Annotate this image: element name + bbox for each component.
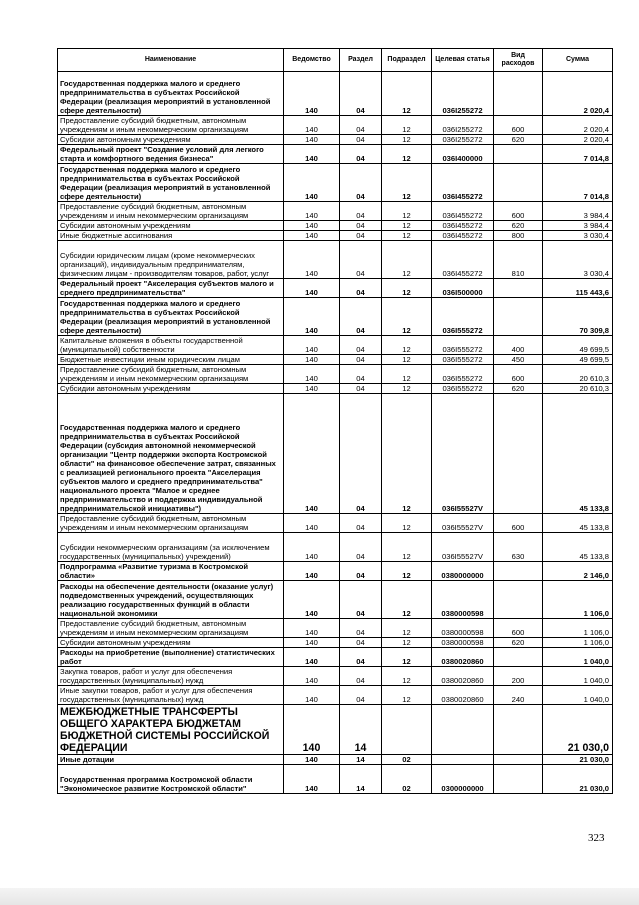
cell-name: Бюджетные инвестиции иным юридическим лицам	[58, 355, 284, 365]
cell-target-article: 0380000598	[432, 638, 494, 648]
cell-expense-type	[494, 279, 543, 298]
cell-sum: 1 040,0	[543, 648, 613, 667]
table-row	[58, 231, 613, 241]
cell-razdel: 04	[340, 72, 382, 116]
cell-podrazdel: 12	[382, 298, 432, 336]
cell-podrazdel: 12	[382, 365, 432, 384]
cell-name: Иные дотации	[58, 755, 284, 765]
cell-podrazdel: 12	[382, 667, 432, 686]
cell-name: Подпрограмма «Развитие туризма в Костромской области»	[58, 562, 284, 581]
cell-name: Капитальные вложения в объекты государственной (муниципальной) собственности	[58, 336, 284, 355]
page-number: 323	[588, 832, 605, 844]
cell-vedomstvo: 140	[284, 638, 340, 648]
cell-podrazdel: 02	[382, 755, 432, 765]
cell-name: Государственная поддержка малого и среднего предпринимательства в субъектах Российской Федерации (субсидия автономной некоммерческой организации "Центр поддержки экспорта Костромской области" на финансовое обеспечение затрат, связанных с реализацией регионального проекта "Акселерация субъектов малого и среднего предпринимательства" национального проекта "Малое и среднее предпринимательство и поддержка индивидуальной предпринимательской инициативы")	[58, 394, 284, 514]
table-row	[58, 116, 613, 135]
table-row	[58, 202, 613, 221]
cell-razdel: 04	[340, 619, 382, 638]
cell-podrazdel: 12	[382, 241, 432, 279]
cell-sum: 21 030,0	[543, 755, 613, 765]
cell-podrazdel: 12	[382, 135, 432, 145]
header-podrazdel: Подраздел	[382, 49, 432, 72]
table-row	[58, 164, 613, 202]
table-header-row	[58, 49, 613, 72]
cell-vedomstvo: 140	[284, 164, 340, 202]
cell-razdel: 04	[340, 221, 382, 231]
cell-target-article: 036I455272	[432, 202, 494, 221]
cell-razdel: 04	[340, 514, 382, 533]
cell-podrazdel: 02	[382, 765, 432, 794]
table-row	[58, 514, 613, 533]
cell-vedomstvo: 140	[284, 336, 340, 355]
cell-target-article: 0380020860	[432, 648, 494, 667]
cell-target-article: 036I55527V	[432, 394, 494, 514]
cell-sum: 20 610,3	[543, 384, 613, 394]
cell-expense-type: 800	[494, 231, 543, 241]
cell-sum: 70 309,8	[543, 298, 613, 336]
cell-name: Федеральный проект "Акселерация субъектов малого и среднего предпринимательства"	[58, 279, 284, 298]
table-row	[58, 298, 613, 336]
cell-razdel: 04	[340, 231, 382, 241]
cell-vedomstvo: 140	[284, 581, 340, 619]
cell-razdel: 04	[340, 145, 382, 164]
cell-vedomstvo: 140	[284, 686, 340, 705]
cell-razdel: 04	[340, 355, 382, 365]
cell-expense-type	[494, 145, 543, 164]
cell-podrazdel: 12	[382, 648, 432, 667]
cell-expense-type	[494, 765, 543, 794]
cell-target-article: 036I255272	[432, 72, 494, 116]
table-row	[58, 562, 613, 581]
cell-podrazdel: 12	[382, 581, 432, 619]
cell-target-article: 0380000598	[432, 619, 494, 638]
cell-name: Субсидии автономным учреждениям	[58, 135, 284, 145]
table-row	[58, 384, 613, 394]
cell-expense-type: 630	[494, 533, 543, 562]
cell-sum: 7 014,8	[543, 164, 613, 202]
cell-name: Расходы на обеспечение деятельности (оказание услуг) подведомственных учреждений, осуществляющих реализацию государственных функций в области национальной экономики	[58, 581, 284, 619]
header-expense-type: Вид расходов	[494, 49, 543, 72]
cell-name: Иные бюджетные ассигнования	[58, 231, 284, 241]
table-row	[58, 279, 613, 298]
cell-sum: 21 030,0	[543, 705, 613, 755]
cell-sum: 3 984,4	[543, 221, 613, 231]
cell-podrazdel: 12	[382, 336, 432, 355]
cell-razdel: 04	[340, 135, 382, 145]
cell-name: Расходы на приобретение (выполнение) статистических работ	[58, 648, 284, 667]
cell-sum: 1 106,0	[543, 638, 613, 648]
cell-name: Государственная поддержка малого и среднего предпринимательства в субъектах Российской Федерации (реализация мероприятий в установленной сфере деятельности)	[58, 298, 284, 336]
cell-target-article: 0380020860	[432, 686, 494, 705]
cell-expense-type: 600	[494, 514, 543, 533]
cell-vedomstvo: 140	[284, 667, 340, 686]
cell-expense-type	[494, 648, 543, 667]
table-row	[58, 336, 613, 355]
cell-sum: 1 106,0	[543, 619, 613, 638]
cell-expense-type: 400	[494, 336, 543, 355]
cell-sum: 45 133,8	[543, 394, 613, 514]
cell-razdel: 04	[340, 638, 382, 648]
cell-razdel: 04	[340, 667, 382, 686]
cell-razdel: 04	[340, 648, 382, 667]
cell-podrazdel: 12	[382, 221, 432, 231]
cell-vedomstvo: 140	[284, 365, 340, 384]
cell-razdel: 04	[340, 394, 382, 514]
table-body	[58, 72, 613, 794]
cell-razdel: 04	[340, 336, 382, 355]
cell-sum: 2 020,4	[543, 72, 613, 116]
cell-razdel: 04	[340, 279, 382, 298]
cell-razdel: 04	[340, 298, 382, 336]
table-row	[58, 72, 613, 116]
cell-expense-type: 620	[494, 638, 543, 648]
cell-name: Предоставление субсидий бюджетным, автономным учреждениям и иным некоммерческим организациям	[58, 116, 284, 135]
cell-podrazdel	[382, 705, 432, 755]
cell-name: Предоставление субсидий бюджетным, автономным учреждениям и иным некоммерческим организациям	[58, 514, 284, 533]
cell-sum: 45 133,8	[543, 533, 613, 562]
cell-razdel: 14	[340, 755, 382, 765]
cell-razdel: 04	[340, 241, 382, 279]
cell-sum: 1 040,0	[543, 667, 613, 686]
cell-vedomstvo: 140	[284, 755, 340, 765]
cell-podrazdel: 12	[382, 279, 432, 298]
header-name: Наименование	[58, 49, 284, 72]
cell-podrazdel: 12	[382, 355, 432, 365]
cell-expense-type	[494, 755, 543, 765]
cell-razdel: 04	[340, 562, 382, 581]
cell-vedomstvo: 140	[284, 619, 340, 638]
table-row	[58, 619, 613, 638]
cell-name: Предоставление субсидий бюджетным, автономным учреждениям и иным некоммерческим организациям	[58, 202, 284, 221]
table-row	[58, 394, 613, 514]
cell-podrazdel: 12	[382, 384, 432, 394]
cell-sum: 7 014,8	[543, 145, 613, 164]
cell-expense-type	[494, 298, 543, 336]
cell-razdel: 04	[340, 581, 382, 619]
table-row	[58, 667, 613, 686]
table-row	[58, 365, 613, 384]
cell-expense-type: 600	[494, 116, 543, 135]
cell-vedomstvo: 140	[284, 72, 340, 116]
header-target-article: Целевая статья	[432, 49, 494, 72]
cell-target-article: 036I55527V	[432, 533, 494, 562]
cell-target-article	[432, 755, 494, 765]
table-row	[58, 241, 613, 279]
cell-expense-type	[494, 164, 543, 202]
table-row	[58, 755, 613, 765]
cell-name: Предоставление субсидий бюджетным, автономным учреждениям и иным некоммерческим организациям	[58, 619, 284, 638]
cell-podrazdel: 12	[382, 72, 432, 116]
header-razdel: Раздел	[340, 49, 382, 72]
cell-sum: 49 699,5	[543, 355, 613, 365]
cell-vedomstvo: 140	[284, 145, 340, 164]
cell-target-article: 036I255272	[432, 135, 494, 145]
cell-podrazdel: 12	[382, 164, 432, 202]
cell-target-article: 0380020860	[432, 667, 494, 686]
cell-razdel: 04	[340, 365, 382, 384]
cell-sum: 45 133,8	[543, 514, 613, 533]
cell-sum: 2 146,0	[543, 562, 613, 581]
cell-podrazdel: 12	[382, 562, 432, 581]
cell-podrazdel: 12	[382, 231, 432, 241]
table-row	[58, 221, 613, 231]
cell-vedomstvo: 140	[284, 394, 340, 514]
table-row	[58, 686, 613, 705]
cell-vedomstvo: 140	[284, 279, 340, 298]
cell-razdel: 14	[340, 765, 382, 794]
cell-sum: 3 030,4	[543, 231, 613, 241]
cell-target-article: 0380000000	[432, 562, 494, 581]
cell-sum: 1 040,0	[543, 686, 613, 705]
cell-vedomstvo: 140	[284, 384, 340, 394]
cell-razdel: 04	[340, 686, 382, 705]
cell-expense-type: 600	[494, 202, 543, 221]
cell-podrazdel: 12	[382, 638, 432, 648]
cell-sum: 3 030,4	[543, 241, 613, 279]
cell-name: Иные закупки товаров, работ и услуг для обеспечения государственных (муниципальных) нужд	[58, 686, 284, 705]
cell-target-article	[432, 705, 494, 755]
cell-name: Субсидии некоммерческим организациям (за исключением государственных (муниципальных) учреждений)	[58, 533, 284, 562]
cell-razdel: 04	[340, 384, 382, 394]
cell-target-article: 036I555272	[432, 355, 494, 365]
cell-name: Предоставление субсидий бюджетным, автономным учреждениям и иным некоммерческим организациям	[58, 365, 284, 384]
cell-sum: 2 020,4	[543, 135, 613, 145]
cell-target-article: 036I255272	[432, 116, 494, 135]
cell-target-article: 036I455272	[432, 231, 494, 241]
cell-target-article: 036I555272	[432, 384, 494, 394]
cell-expense-type: 240	[494, 686, 543, 705]
cell-vedomstvo: 140	[284, 765, 340, 794]
cell-expense-type	[494, 562, 543, 581]
cell-expense-type: 620	[494, 384, 543, 394]
cell-podrazdel: 12	[382, 533, 432, 562]
cell-vedomstvo: 140	[284, 221, 340, 231]
cell-target-article: 036I555272	[432, 336, 494, 355]
cell-sum: 21 030,0	[543, 765, 613, 794]
cell-podrazdel: 12	[382, 116, 432, 135]
cell-vedomstvo: 140	[284, 562, 340, 581]
table-row	[58, 638, 613, 648]
cell-vedomstvo: 140	[284, 648, 340, 667]
cell-vedomstvo: 140	[284, 514, 340, 533]
cell-sum: 3 984,4	[543, 202, 613, 221]
cell-podrazdel: 12	[382, 686, 432, 705]
cell-expense-type	[494, 394, 543, 514]
cell-vedomstvo: 140	[284, 533, 340, 562]
cell-target-article: 036I555272	[432, 298, 494, 336]
cell-name: Субсидии автономным учреждениям	[58, 638, 284, 648]
cell-target-article: 036I555272	[432, 365, 494, 384]
cell-target-article: 0380000598	[432, 581, 494, 619]
cell-vedomstvo: 140	[284, 355, 340, 365]
header-sum: Сумма	[543, 49, 613, 72]
cell-name: Федеральный проект "Создание условий для легкого старта и комфортного ведения бизнеса"	[58, 145, 284, 164]
table-row	[58, 648, 613, 667]
cell-razdel: 04	[340, 164, 382, 202]
cell-target-article: 036I500000	[432, 279, 494, 298]
cell-vedomstvo: 140	[284, 116, 340, 135]
table-row	[58, 135, 613, 145]
cell-vedomstvo: 140	[284, 231, 340, 241]
table-row	[58, 145, 613, 164]
cell-expense-type	[494, 581, 543, 619]
table-row	[58, 581, 613, 619]
table-row	[58, 533, 613, 562]
cell-podrazdel: 12	[382, 619, 432, 638]
cell-sum: 1 106,0	[543, 581, 613, 619]
cell-vedomstvo: 140	[284, 298, 340, 336]
cell-expense-type	[494, 705, 543, 755]
cell-name: Закупка товаров, работ и услуг для обеспечения государственных (муниципальных) нужд	[58, 667, 284, 686]
cell-name: Субсидии юридическим лицам (кроме некоммерческих организаций), индивидуальным предпринимателям, физическим лицам - производителям товаров, работ, услуг	[58, 241, 284, 279]
table-row	[58, 355, 613, 365]
cell-sum: 115 443,6	[543, 279, 613, 298]
cell-razdel: 04	[340, 533, 382, 562]
cell-name: Субсидии автономным учреждениям	[58, 221, 284, 231]
cell-podrazdel: 12	[382, 145, 432, 164]
scan-footer-band	[0, 888, 639, 905]
cell-expense-type: 600	[494, 619, 543, 638]
cell-expense-type: 810	[494, 241, 543, 279]
cell-expense-type	[494, 72, 543, 116]
cell-vedomstvo: 140	[284, 202, 340, 221]
cell-podrazdel: 12	[382, 514, 432, 533]
cell-target-article: 036I455272	[432, 241, 494, 279]
cell-name: Государственная программа Костромской области "Экономическое развитие Костромской области"	[58, 765, 284, 794]
cell-expense-type: 200	[494, 667, 543, 686]
cell-expense-type: 620	[494, 135, 543, 145]
cell-podrazdel: 12	[382, 202, 432, 221]
cell-expense-type: 450	[494, 355, 543, 365]
cell-name: Субсидии автономным учреждениям	[58, 384, 284, 394]
cell-sum: 2 020,4	[543, 116, 613, 135]
cell-name: Государственная поддержка малого и среднего предпринимательства в субъектах Российской Федерации (реализация мероприятий в установленной сфере деятельности)	[58, 164, 284, 202]
budget-table	[57, 48, 613, 794]
cell-sum: 49 699,5	[543, 336, 613, 355]
cell-razdel: 04	[340, 202, 382, 221]
table-row	[58, 765, 613, 794]
cell-target-article: 036I400000	[432, 145, 494, 164]
cell-target-article: 036I455272	[432, 164, 494, 202]
cell-name: Государственная поддержка малого и среднего предпринимательства в субъектах Российской Федерации (реализация мероприятий в установленной сфере деятельности)	[58, 72, 284, 116]
cell-expense-type: 620	[494, 221, 543, 231]
cell-sum: 20 610,3	[543, 365, 613, 384]
cell-podrazdel: 12	[382, 394, 432, 514]
cell-name: МЕЖБЮДЖЕТНЫЕ ТРАНСФЕРТЫ ОБЩЕГО ХАРАКТЕРА БЮДЖЕТАМ БЮДЖЕТНОЙ СИСТЕМЫ РОССИЙСКОЙ ФЕДЕРАЦИИ	[58, 705, 284, 755]
cell-vedomstvo: 140	[284, 705, 340, 755]
table-row	[58, 705, 613, 755]
cell-target-article: 0300000000	[432, 765, 494, 794]
cell-target-article: 036I455272	[432, 221, 494, 231]
cell-expense-type: 600	[494, 365, 543, 384]
cell-target-article: 036I55527V	[432, 514, 494, 533]
cell-razdel: 14	[340, 705, 382, 755]
header-vedomstvo: Ведомство	[284, 49, 340, 72]
cell-vedomstvo: 140	[284, 241, 340, 279]
cell-vedomstvo: 140	[284, 135, 340, 145]
cell-razdel: 04	[340, 116, 382, 135]
